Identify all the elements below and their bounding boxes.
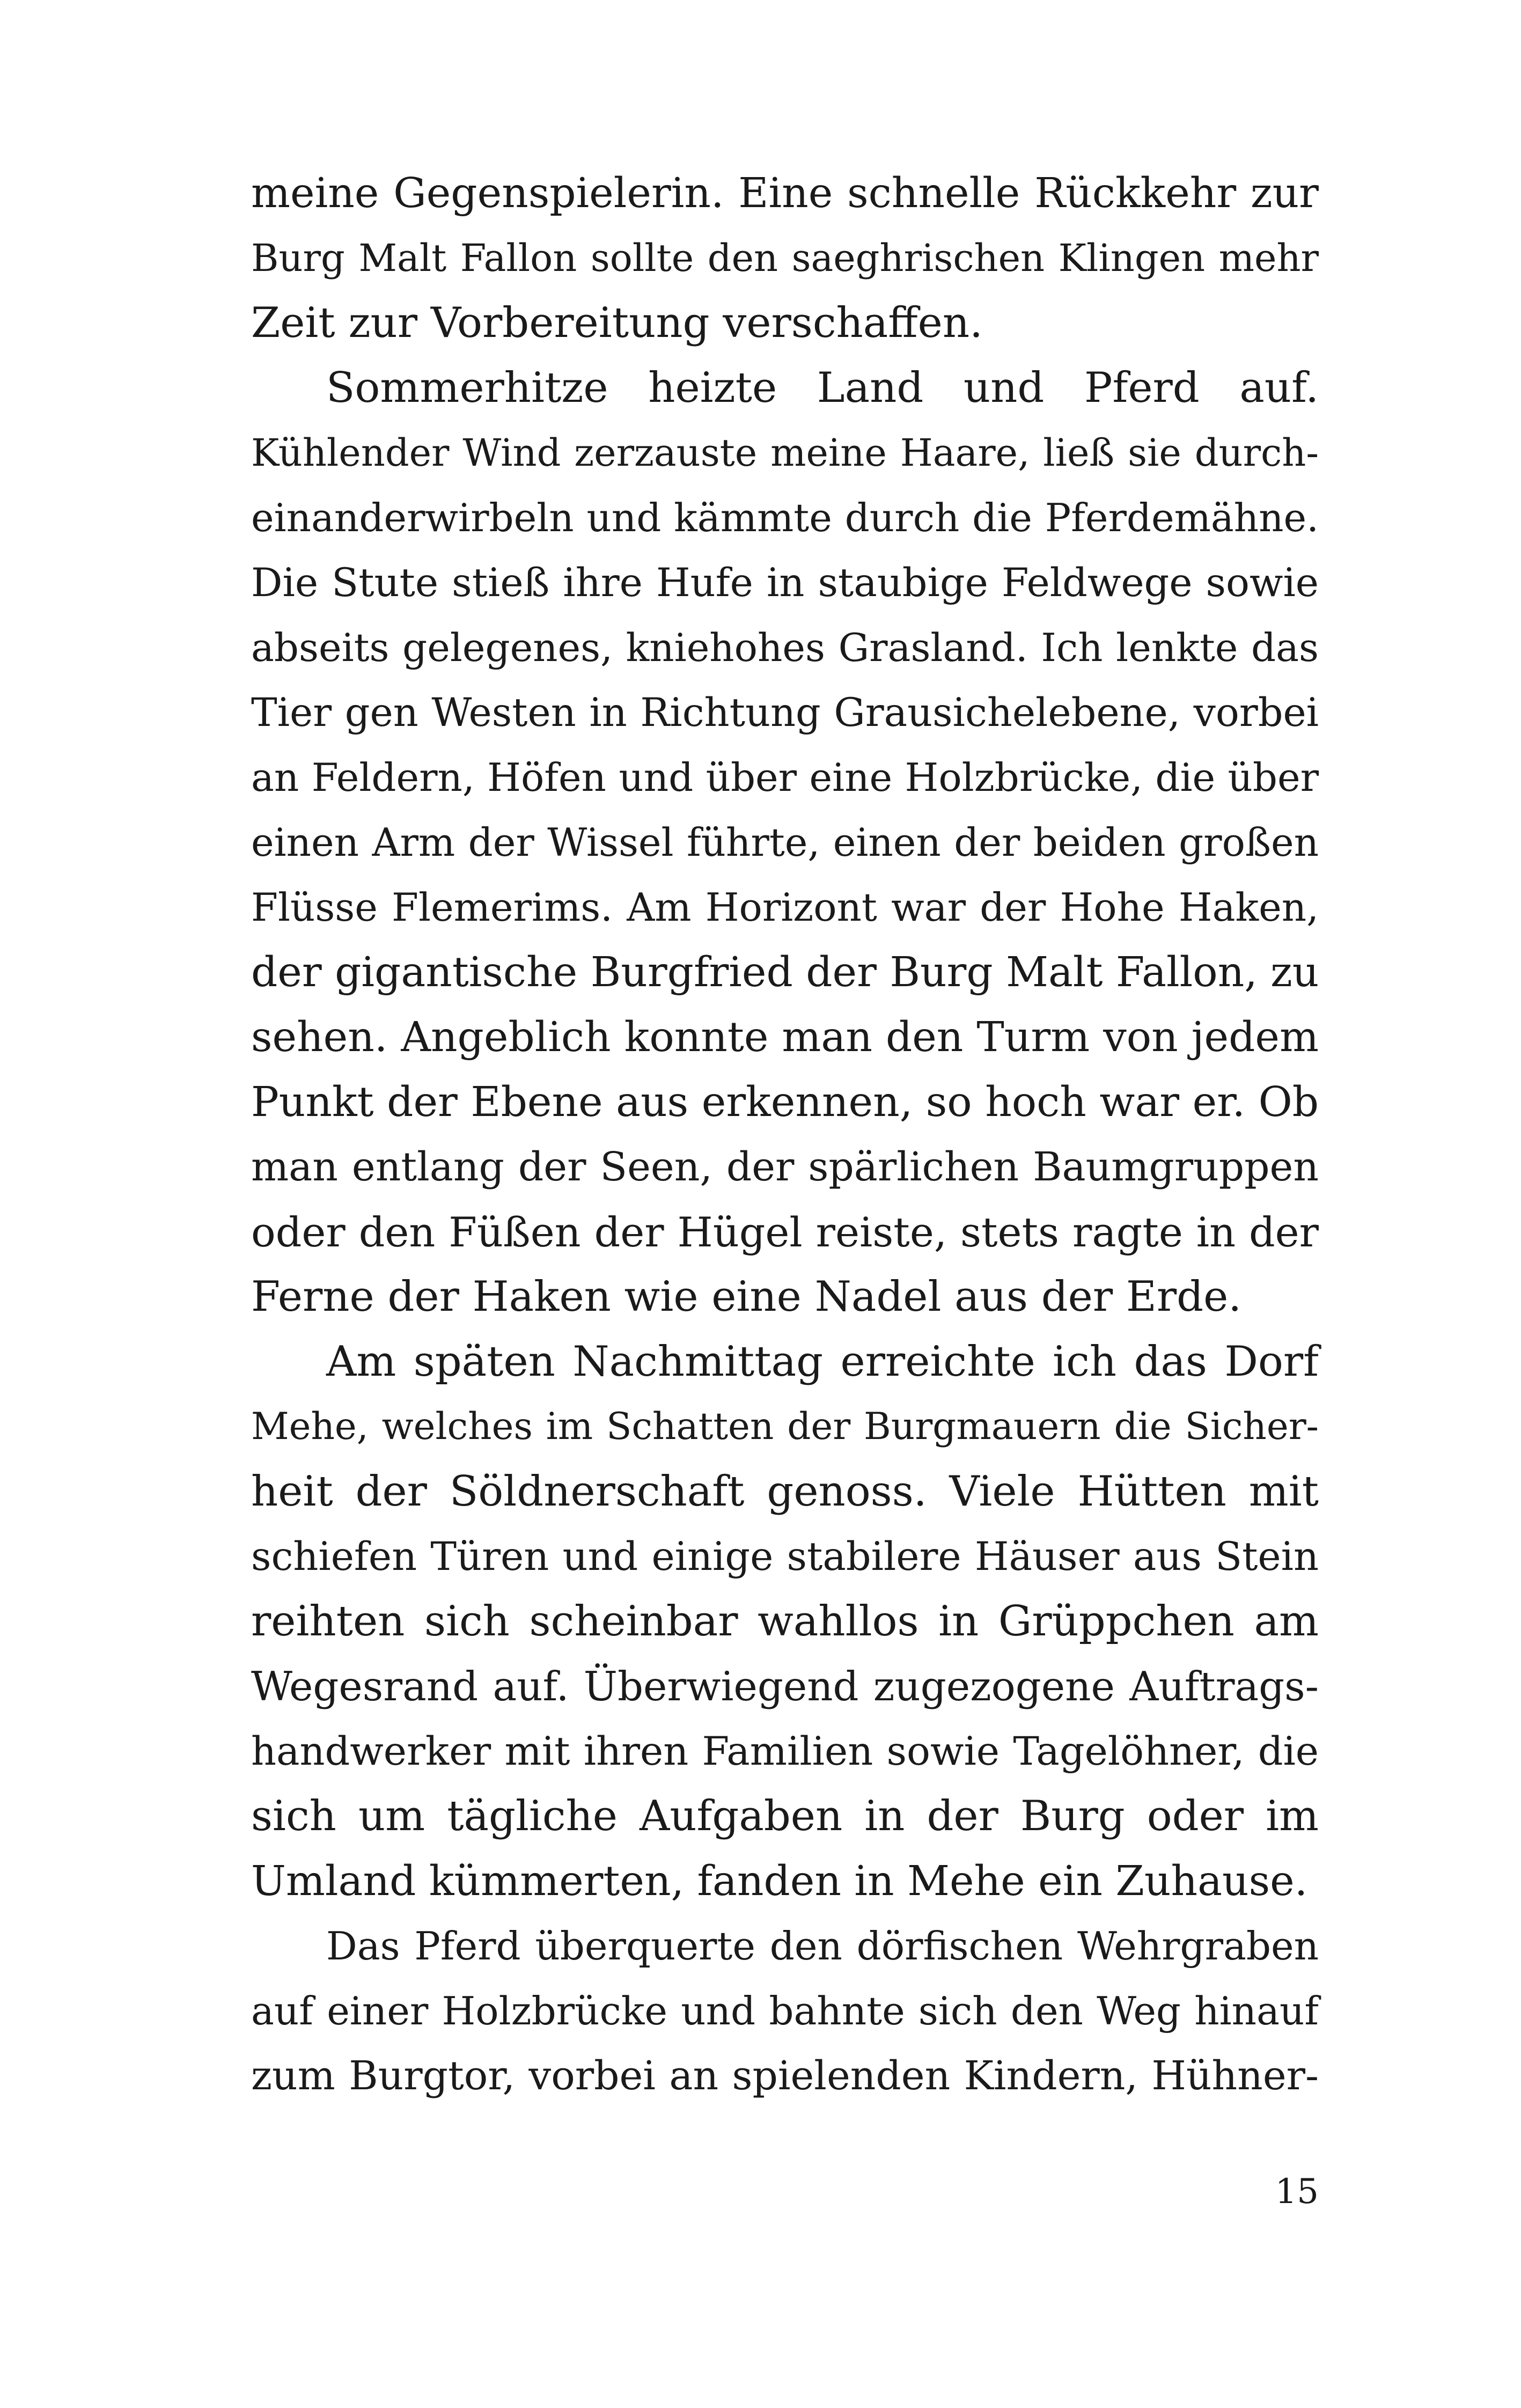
text-line: schiefen Türen und einige stabilere Häuser aus Stein: [251, 1534, 1319, 1580]
text-line: zum Burgtor, vorbei an spielenden Kindern, Hühner-: [251, 2053, 1319, 2099]
book-page-text: [251, 161, 1319, 2109]
text-line: Mehe, welches im Schatten der Burgmauern die Sicher-: [251, 1405, 1319, 1448]
text-line: der gigantische Burgfried der Burg Malt Fallon, zu: [251, 949, 1319, 996]
text-line: oder den Füßen der Hügel reiste, stets ragte in der: [251, 1208, 1319, 1256]
text-line: handwerker mit ihren Familien sowie Tagelöhner, die: [251, 1729, 1319, 1774]
text-line: Kühlender Wind zerzauste meine Haare, ließ sie durch-: [251, 431, 1319, 475]
text-line: Ferne der Haken wie eine Nadel aus der Erde.: [251, 1273, 1242, 1321]
text-line: man entlang der Seen, der spärlichen Baumgruppen: [251, 1144, 1319, 1190]
text-line: sich um tägliche Aufgaben in der Burg oder im: [251, 1792, 1319, 1840]
text-line: Tier gen Westen in Richtung Grausichelebene, vorbei: [251, 690, 1319, 736]
text-line: Sommerhitze heizte Land und Pferd auf.: [326, 364, 1319, 412]
text-line: reihten sich scheinbar wahllos in Grüppchen am: [251, 1597, 1319, 1646]
text-line: Umland kümmerten, fanden in Mehe ein Zuhause.: [251, 1858, 1308, 1905]
text-line: Flüsse Flemerims. Am Horizont war der Hohe Haken,: [251, 885, 1319, 930]
text-line: Wegesrand auf. Überwiegend zugezogene Auftrags-: [251, 1663, 1319, 1710]
text-line: sehen. Angeblich konnte man den Turm von jedem: [251, 1014, 1319, 1061]
text-line: auf einer Holzbrücke und bahnte sich den Weg hinauf: [251, 1988, 1319, 2033]
text-line: einen Arm der Wissel führte, einen der beiden großen: [251, 820, 1319, 865]
text-line: Punkt der Ebene aus erkennen, so hoch war er. Ob: [251, 1078, 1319, 1126]
text-line: an Feldern, Höfen und über eine Holzbrücke, die über: [251, 755, 1319, 800]
text-line: Die Stute stieß ihre Hufe in staubige Feldwege sowie: [251, 560, 1319, 606]
text-line: Zeit zur Vorbereitung verschaffen.: [251, 299, 983, 347]
text-line: abseits gelegenes, kniehohes Grasland. Ich lenkte das: [251, 625, 1319, 670]
text-line: einanderwirbeln und kämmte durch die Pferdemähne.: [251, 495, 1319, 540]
text-line: Das Pferd überquerte den dörfischen Wehrgraben: [326, 1924, 1319, 1969]
text-line: Burg Malt Fallon sollte den saeghrischen Klingen mehr: [251, 236, 1319, 280]
text-line: meine Gegenspielerin. Eine schnelle Rückkehr zur: [251, 170, 1319, 217]
text-line: heit der Söldnerschaft genoss. Viele Hütten mit: [251, 1467, 1319, 1516]
page-number: 15: [1275, 2172, 1319, 2212]
text-line: Am späten Nachmittag erreichte ich das Dorf: [326, 1338, 1319, 1386]
